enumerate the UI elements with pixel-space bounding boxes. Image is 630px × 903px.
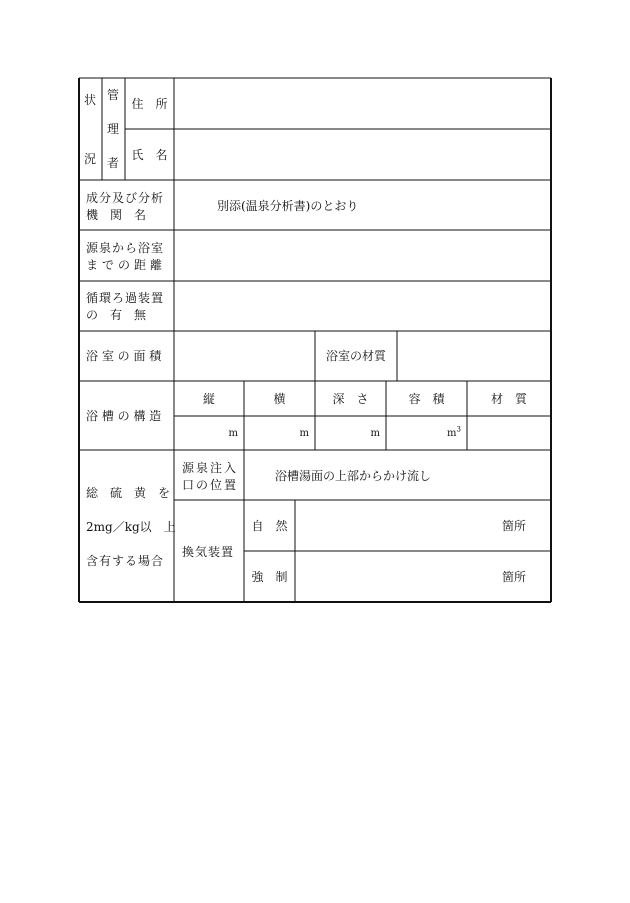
ventilation-forced-count[interactable]: 箇所 [501,570,526,584]
bath-area-label: 浴 室 の 面 積 [86,349,162,363]
analysis-label-2: 機 関 名 [86,208,147,222]
bath-material-label: 浴室の材質 [325,349,386,363]
tub-unit-length[interactable]: m [228,428,238,439]
tub-header-width: 横 [273,392,286,406]
distance-label-2: までの距離 [86,258,167,272]
distance-label-1: 源泉から浴室 [86,241,165,255]
inlet-label-1: 源泉注入 [182,461,239,475]
ventilation-forced-label: 強 制 [251,570,288,584]
status-char-2: 況 [84,152,97,166]
manager-char-3: 者 [107,156,120,170]
sulfur-label-3: 含有する場合 [86,554,165,568]
tub-unit-width[interactable]: m [299,428,309,439]
inlet-label-2: 口の位置 [182,478,239,492]
filtration-label-1: 循環ろ過装置 [86,291,165,305]
inlet-value[interactable]: 浴槽湯面の上部からかけ流し [275,469,432,483]
tub-header-volume: 容 積 [408,392,445,406]
manager-char-1: 管 [107,88,120,102]
ventilation-natural-label: 自 然 [251,519,288,533]
address-label: 住 所 [131,97,168,111]
tub-header-length: 縦 [202,392,215,406]
sulfur-label-2: 2mg／kg以 上 [86,520,176,534]
tub-unit-volume-sup: 3 [456,425,461,434]
tub-unit-depth[interactable]: m [370,428,380,439]
tub-unit-volume[interactable] [386,427,461,441]
manager-char-2: 理 [107,122,120,136]
sulfur-label-1: 総 硫 黄 を [86,486,171,500]
filtration-label-2: の 有 無 [86,308,147,322]
tub-header-material: 材 質 [490,392,527,406]
analysis-value[interactable]: 別添(温泉分析書)のとおり [217,199,359,213]
name-label: 氏 名 [131,148,168,162]
status-char-1: 状 [84,93,97,107]
tub-header-depth: 深 さ [332,392,369,406]
ventilation-label: 換気装置 [182,545,235,559]
tub-label: 浴 槽 の 構 造 [86,409,162,423]
analysis-label-1: 成分及び分析 [86,191,165,205]
tub-unit-volume-base: m [447,428,457,439]
ventilation-natural-count[interactable]: 箇所 [501,519,526,533]
